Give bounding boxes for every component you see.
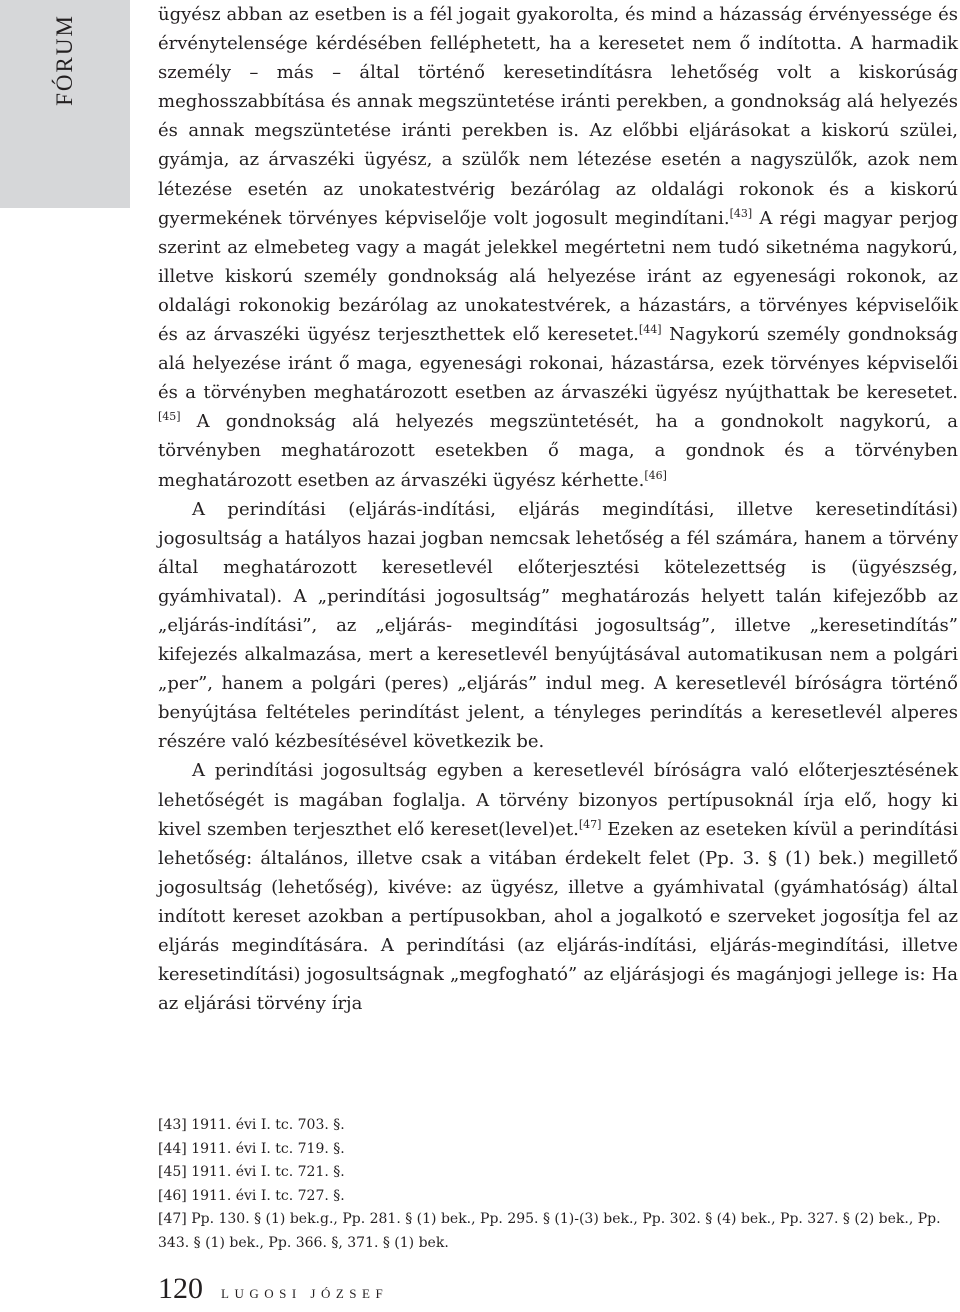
footnote-item: [43] 1911. évi I. tc. 703. §. — [158, 1117, 345, 1133]
footnote-reference: [44] — [638, 323, 662, 337]
text-run: Nagykorú személy gondnokság alá helyezése iránt ő maga, egyenesági rokonai, házastársa, ezek törvényes képviselői és a törvényben meghatározott esetben az árvaszéki ügyész nyújthattak be keresetet. — [158, 324, 958, 404]
text-run: A perindítási (eljárás-indítási, eljárás megindítási, illetve keresetindítási) jogosultság a hatályos hazai jogban nemcsak lehetőség a fél számára, hanem a törvény által meghatározott keresetlevél előterjesztési kötelezettség is (ügyészség, gyámhivatal). A „perindítási jogosultság” meghatározás helyett talán kifejezőbb az „eljárás-indítási”, az „eljárás- megindítási jogosultság”, illetve „keresetindítás” kifejezés alkalmazása, mert a keresetlevél benyújtásával automatikusan nem a polgári „per”, hanem a polgári (peres) „eljárás” indul meg. A keresetlevél bíróságra történő benyújtása feltételes perindítást jelent, a tényleges perindítás a keresetlevél alperes részére való kézbesítésével következik be. — [158, 498, 958, 753]
body-paragraph — [158, 756, 958, 1018]
footnote-reference: [43] — [729, 206, 753, 220]
footnote-item: [47] Pp. 130. § (1) bek.g., Pp. 281. § (1) bek., Pp. 295. § (1)-(3) bek., Pp. 302. § (4) bek., Pp. 327. § (2) bek., Pp. 343. § (1) bek., Pp. 366. §, 371. § (1) bek. — [158, 1211, 941, 1251]
page-number: 120 — [158, 1272, 203, 1305]
footnote-reference: [45] — [158, 410, 181, 424]
section-label: FÓRUM — [52, 14, 77, 106]
body-paragraph — [158, 0, 958, 495]
text-run: A gondnokság alá helyezés megszüntetését, ha a gondnokolt nagykorú, a törvényben meghatározott esetekben ő maga, a gondnok és a törvényben meghatározott esetben az árvaszéki ügyész kérhette. — [158, 411, 958, 491]
page-footer — [158, 1272, 388, 1312]
footnote-item: [44] 1911. évi I. tc. 719. §. — [158, 1140, 345, 1157]
footnote-list — [158, 1114, 958, 1255]
text-run: ügyész abban az esetben is a fél jogait gyakorolta, és mind a házasság érvényessége és érvénytelensége kérdésében felléphetett, ha a keresetet nem ő indította. A harmadik személy – más – által történő keresetindításra lehetőség volt a kiskorúság meghosszabbítása és annak megszüntetése iránti perekben, a gondnokság alá helyezés és annak megszüntetése iránti perekben is. Az előbbi eljárásokat a kiskorú szülei, gyámja, az árvaszéki ügyész, a szülők nem létezése esetén a nagyszülők, azok nem létezése esetén az unokatestvérig bezárólag az oldalági rokonok és a kiskorú gyermekének törvényes képviselője volt jogosult megindítani. — [158, 4, 958, 229]
text-run: Ezeken az eseteken kívül a perindítási lehetőség: általános, illetve csak a vitában érdekelt felet (Pp. 3. § (1) bek.) megillető jogosultság (lehetőség), kivéve: az ügyész, illetve a gyámhivatal (gyámhatóság) által indított kereset azokban a pertípusokban, ahol a jogalkotó e szerveket jogosítja fel az eljárás megindítására. A perindítási (az eljárás-indítási, eljárás-megindítási, illetve keresetindítási) jogosultságnak „megfogható” az eljárásjogi és magánjogi jellege is: Ha az eljárási törvény írja — [158, 818, 958, 1015]
author-name: LUGOSI JÓZSEF — [221, 1286, 389, 1301]
footnote-reference: [47] — [578, 817, 602, 831]
section-tab — [0, 0, 130, 208]
text-run: A régi magyar perjog szerint az elmebeteg vagy a magát jelekkel megértetni nem tudó siketnéma nagykorú, illetve kiskorú személy gondnokság alá helyezése iránt az egyenesági rokonok, az oldalági rokonokig bezárólag az unokatestvérek, a házastárs, a törvényes képviselőik és az árvaszéki ügyész terjeszthettek elő keresetet. — [158, 207, 958, 346]
article-body — [158, 0, 958, 1018]
footnote-item: [46] 1911. évi I. tc. 727. §. — [158, 1187, 345, 1204]
body-paragraph — [158, 495, 958, 757]
footnote-reference: [46] — [644, 468, 667, 482]
text-run: A perindítási jogosultság egyben a keresetlevél bíróságra való előterjesztésének lehetőségét is magában foglalja. A törvény bizonyos pertípusoknál írja elő, hogy ki kivel szemben terjeszthet elő kereset(level)et. — [158, 760, 958, 840]
footnote-item: [45] 1911. évi I. tc. 721. §. — [158, 1164, 345, 1180]
